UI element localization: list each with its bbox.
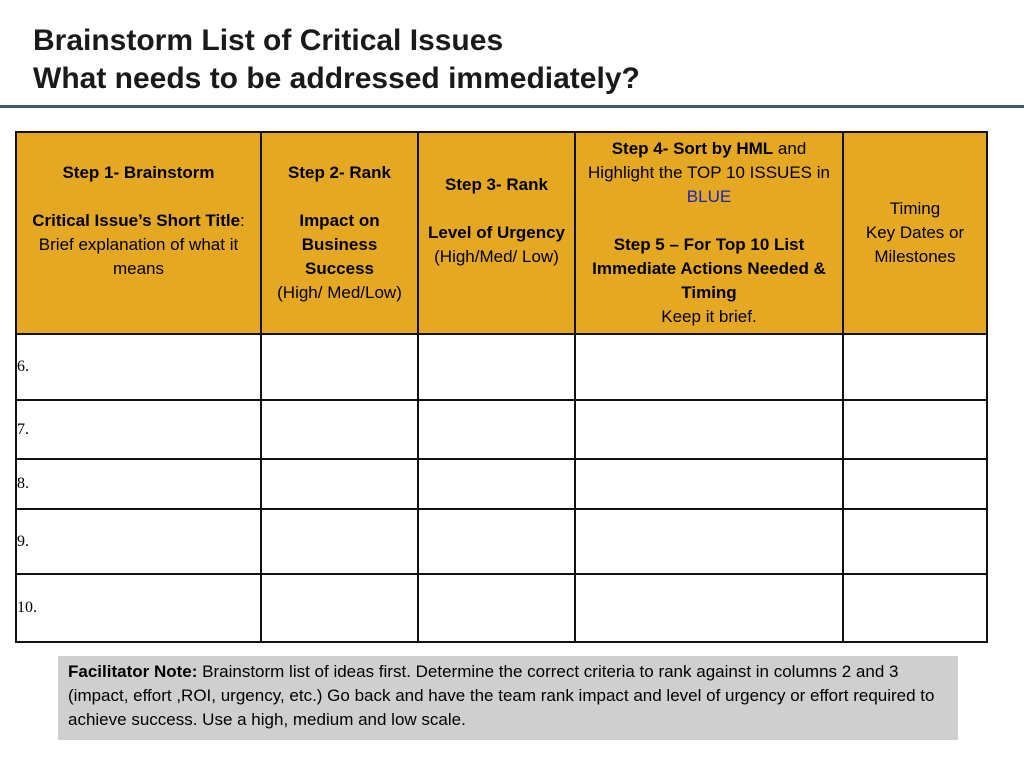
row-number[interactable]: 8. [16, 459, 261, 509]
title-line-2: What needs to be addressed immediately? [33, 62, 640, 95]
row-number[interactable]: 7. [16, 400, 261, 459]
row-number[interactable]: 9. [16, 509, 261, 574]
table-cell[interactable] [261, 459, 418, 509]
table-row [16, 459, 987, 509]
table-cell[interactable] [575, 459, 843, 509]
row-number[interactable]: 6. [16, 334, 261, 400]
step3-rest-text: (High/Med/ Low) [434, 247, 559, 266]
step4-text [582, 137, 836, 209]
table-cell[interactable] [418, 334, 575, 400]
step5-rest-text: Keep it brief. [661, 307, 757, 326]
table-cell[interactable] [575, 574, 843, 642]
step4-bold-text: Step 4- Sort by HML [611, 139, 774, 158]
header-step1 [16, 132, 261, 334]
table-cell[interactable] [843, 574, 987, 642]
table-cell[interactable] [575, 334, 843, 400]
slide-title [33, 22, 640, 98]
step2-bold-text: Impact on Business Success [299, 211, 380, 278]
header-step4-5 [575, 132, 843, 334]
table-row [16, 509, 987, 574]
step1-rest-text: : Brief explanation of what it means [38, 211, 245, 278]
header-step2 [261, 132, 418, 334]
title-line-1: Brainstorm List of Critical Issues [33, 24, 504, 57]
note-label: Facilitator Note: [68, 662, 198, 681]
step3-bold-text: Level of Urgency [428, 223, 565, 242]
table-row [16, 334, 987, 400]
header-timing [843, 132, 987, 334]
step2-rest-text: (High/ Med/Low) [277, 283, 402, 302]
step1-bold-text: Critical Issue’s Short Title [32, 211, 241, 230]
table-cell[interactable] [418, 400, 575, 459]
step4-blue-text: BLUE [686, 187, 732, 206]
row-number[interactable]: 10. [16, 574, 261, 642]
table-cell[interactable] [261, 334, 418, 400]
table-cell[interactable] [843, 509, 987, 574]
header-step3 [418, 132, 575, 334]
table-cell[interactable] [575, 400, 843, 459]
step2-label: Step 2- Rank [288, 163, 391, 182]
table-row [16, 400, 987, 459]
table-cell[interactable] [261, 400, 418, 459]
table-cell[interactable] [843, 459, 987, 509]
table-row [16, 574, 987, 642]
step1-description [23, 209, 254, 281]
table-cell[interactable] [418, 509, 575, 574]
facilitator-note [58, 656, 958, 740]
step4-plain-text: and Highlight the TOP 10 ISSUES in [588, 139, 830, 182]
step3-label: Step 3- Rank [445, 175, 548, 194]
table-cell[interactable] [575, 509, 843, 574]
table-cell[interactable] [418, 459, 575, 509]
table-cell[interactable] [261, 574, 418, 642]
critical-issues-table [15, 131, 988, 643]
table-cell[interactable] [418, 574, 575, 642]
note-text: Brainstorm list of ideas first. Determine the correct criteria to rank against in columns 2 and 3 (impact, effort ,ROI, urgency, etc.) Go back and have the team rank impact and level of urgency or effort required to achieve success. Use a high, medium and low scale. [68, 662, 935, 729]
step1-label: Step 1- Brainstorm [62, 163, 215, 182]
title-divider [0, 105, 1024, 108]
table-cell[interactable] [843, 334, 987, 400]
step5-bold-text: Step 5 – For Top 10 List Immediate Actions Needed & Timing [592, 235, 826, 302]
table-cell[interactable] [261, 509, 418, 574]
timing-label: Timing [889, 199, 941, 218]
timing-sublabel: Key Dates or Milestones [865, 223, 965, 266]
header-row [16, 132, 987, 334]
table-cell[interactable] [843, 400, 987, 459]
